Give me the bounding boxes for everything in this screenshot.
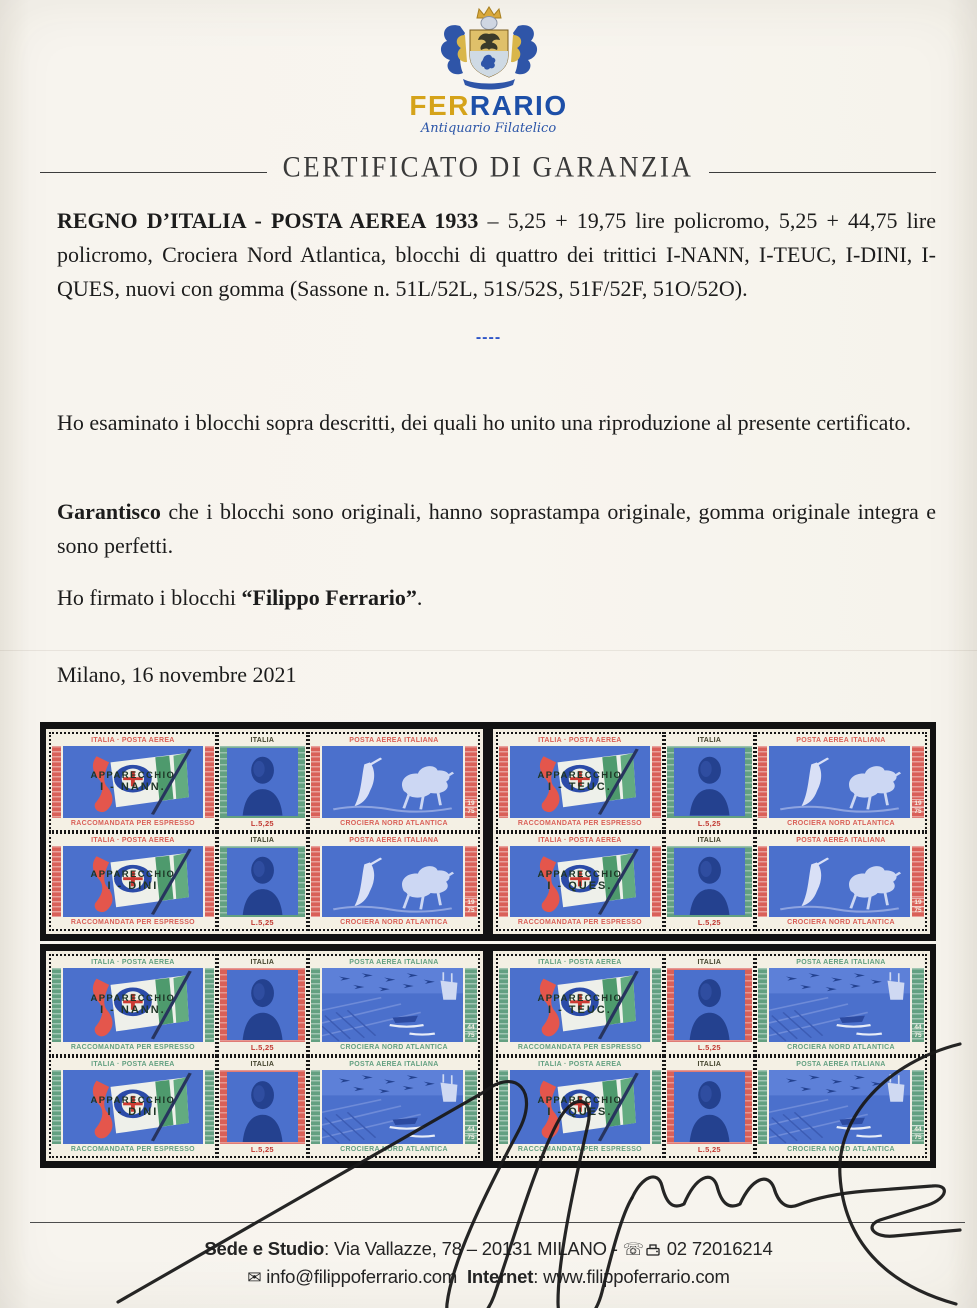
guarantee-word: Garantisco xyxy=(57,499,161,524)
stamp-body xyxy=(499,846,661,918)
stamp-value xyxy=(465,1023,477,1039)
stamp-top-inscription: POSTA AEREA ITALIANA xyxy=(349,959,439,966)
flag-vignette xyxy=(63,1070,203,1144)
flag-vignette xyxy=(63,846,203,918)
stamp-body xyxy=(52,846,214,918)
triptych-row xyxy=(496,1056,927,1158)
stamp-bottom-inscription: CROCIERA NORD ATLANTICA xyxy=(787,919,895,926)
stamp-value: L.5,25 xyxy=(250,1145,274,1154)
footer-address-text: : Via Vallazze, 78 – 20131 MILANO - xyxy=(324,1238,623,1259)
stamp-body xyxy=(499,1070,661,1144)
overprint-aircraft-code: I - TEUC. xyxy=(547,780,612,793)
heading-rule-left xyxy=(40,172,267,173)
flag-vignette xyxy=(510,1070,650,1144)
stamp-ornament-bar xyxy=(499,968,508,1042)
stamp-ornament-bar xyxy=(205,846,214,918)
stamp-value-bar xyxy=(912,968,924,1042)
stamp-ornament-bar xyxy=(311,1070,320,1144)
stamp-ornament-bar xyxy=(311,746,320,818)
stamp-ornament-bar xyxy=(652,1070,661,1144)
stamp-value xyxy=(465,799,477,815)
stamp-top-inscription: ITALIA xyxy=(697,836,722,844)
certificate-heading-row xyxy=(40,152,936,183)
footer-website: : www.filippoferrario.com xyxy=(533,1266,730,1287)
portrait-vignette xyxy=(227,970,298,1040)
stamp-top-inscription: ITALIA xyxy=(250,1061,275,1068)
airmail-vignette-stamp xyxy=(308,732,480,832)
stamp-top-inscription: ITALIA xyxy=(697,959,722,966)
examined-paragraph: Ho esaminato i blocchi sopra descritti, dei quali ho unito una riproduzione al presente certificato. xyxy=(57,410,912,435)
stamp-value-bar xyxy=(912,846,924,918)
value-denominator: 75 xyxy=(912,1133,924,1141)
overprint xyxy=(63,746,203,818)
value-numerator: 19 xyxy=(465,799,477,807)
stamp-top-inscription: ITALIA · POSTA AEREA xyxy=(538,737,622,744)
king-portrait-graphic xyxy=(674,1072,745,1142)
stamp-bottom-inscription: RACCOMANDATA PER ESPRESSO xyxy=(70,819,195,827)
overprint-aircraft-code: I - DINI xyxy=(107,1106,159,1118)
stamp-top-inscription: ITALIA · POSTA AEREA xyxy=(91,737,175,744)
stamp-ornament-bar xyxy=(652,968,661,1042)
stamp-bottom-inscription: RACCOMANDATA PER ESPRESSO xyxy=(517,819,642,827)
stamp-value xyxy=(912,898,924,914)
stamp-ornament-bar xyxy=(758,968,767,1042)
flag-stamp xyxy=(496,832,664,932)
king-portrait-graphic xyxy=(227,1072,298,1142)
stamp-top-inscription: POSTA AEREA ITALIANA xyxy=(796,1061,886,1068)
airmail-vignette-stamp xyxy=(755,954,927,1056)
stamp-body xyxy=(220,968,305,1042)
ferrario-crest-icon xyxy=(429,6,549,92)
portrait-vignette xyxy=(227,748,298,816)
envelope-icon: ✉ xyxy=(247,1268,262,1288)
stamp-body xyxy=(667,968,752,1042)
brand-name xyxy=(0,92,977,120)
scene-vignette xyxy=(322,1070,463,1144)
footer-phone-number: 02 72016214 xyxy=(661,1238,773,1259)
seaplanes-fleet-graphic xyxy=(769,1070,910,1144)
stamp-body xyxy=(499,746,661,818)
stamp-top-inscription: POSTA AEREA ITALIANA xyxy=(796,959,886,966)
king-portrait-graphic xyxy=(227,970,298,1040)
stamp-body xyxy=(311,968,477,1042)
overprint xyxy=(510,846,650,918)
stamp-body xyxy=(667,746,752,818)
scene-vignette xyxy=(769,846,910,918)
stamp-top-inscription: ITALIA xyxy=(697,1061,722,1068)
brand-tagline: Antiquario Filatelico xyxy=(420,121,557,136)
portrait-vignette xyxy=(674,970,745,1040)
signed-paragraph xyxy=(57,581,936,615)
stamp-ornament-bar xyxy=(758,1070,767,1144)
stamp-body xyxy=(758,746,924,818)
stamp-bottom-inscription: RACCOMANDATA PER ESPRESSO xyxy=(517,919,642,926)
stamp-body xyxy=(311,1070,477,1144)
overprint-word: APPARECCHIO xyxy=(90,993,176,1004)
overprint-word: APPARECCHIO xyxy=(90,769,176,781)
stamp-top-inscription: ITALIA xyxy=(250,959,275,966)
triptych-row xyxy=(496,732,927,832)
stamp-value-bar xyxy=(912,1070,924,1144)
airmail-vignette-stamp xyxy=(755,1056,927,1158)
overprint-word: APPARECCHIO xyxy=(90,869,176,881)
overprint-word: APPARECCHIO xyxy=(537,769,623,781)
stamp-value xyxy=(912,799,924,815)
scene-vignette xyxy=(322,746,463,818)
stamp-top-inscription: POSTA AEREA ITALIANA xyxy=(349,1061,439,1068)
stamp-top-inscription: ITALIA · POSTA AEREA xyxy=(538,836,622,844)
phone-icon: ☏ xyxy=(622,1240,644,1260)
stamp-top-inscription: ITALIA · POSTA AEREA xyxy=(538,959,622,966)
signed-text: Ho firmato i blocchi xyxy=(57,585,242,610)
stamp-top-inscription: POSTA AEREA ITALIANA xyxy=(796,836,886,844)
description-title: REGNO D’ITALIA - POSTA AEREA 1933 xyxy=(57,208,479,233)
triptych-row xyxy=(49,954,480,1056)
overprint xyxy=(63,1070,203,1144)
stamp-value: L.5,25 xyxy=(697,1145,721,1154)
fax-icon xyxy=(646,1244,660,1256)
overprint xyxy=(63,968,203,1042)
stamp-bottom-inscription: RACCOMANDATA PER ESPRESSO xyxy=(70,1146,195,1153)
overprint-aircraft-code: I - QUES. xyxy=(547,880,613,893)
stamp-top-inscription: POSTA AEREA ITALIANA xyxy=(349,737,439,744)
stamp-body xyxy=(499,968,661,1042)
airmail-vignette-stamp xyxy=(308,832,480,932)
stamp-body xyxy=(52,968,214,1042)
triptych-row xyxy=(49,732,480,832)
king-portrait-graphic xyxy=(674,748,745,816)
stamp-bottom-inscription: RACCOMANDATA PER ESPRESSO xyxy=(517,1146,642,1153)
footer-separator xyxy=(30,1222,965,1223)
certificate-title: CERTIFICATO DI GARANZIA xyxy=(282,150,694,184)
stamp-body xyxy=(220,846,305,918)
king-portrait-graphic xyxy=(227,748,298,816)
footer-address-label: Sede e Studio xyxy=(204,1238,325,1259)
description-paragraph xyxy=(57,204,936,306)
flag-vignette xyxy=(63,746,203,818)
stamp-bottom-inscription: CROCIERA NORD ATLANTICA xyxy=(340,1044,448,1051)
overprint-aircraft-code: I - NANN. xyxy=(100,1004,166,1016)
value-denominator: 75 xyxy=(465,1031,477,1039)
brand-prefix: FER xyxy=(409,90,470,121)
signed-period: . xyxy=(416,585,423,610)
scene-vignette xyxy=(769,1070,910,1144)
king-portrait-stamp xyxy=(664,832,755,932)
stamp-ornament-bar xyxy=(205,968,214,1042)
paper-crease xyxy=(0,650,977,651)
portrait-vignette xyxy=(674,848,745,916)
stamp-body xyxy=(758,846,924,918)
scene-vignette xyxy=(769,968,910,1042)
flag-stamp xyxy=(496,1056,664,1158)
footer-email: info@filippoferrario.com xyxy=(261,1266,458,1287)
heading-rule-right xyxy=(709,172,936,173)
stamp-block xyxy=(493,951,930,1161)
value-numerator: 19 xyxy=(912,898,924,906)
stamp-value: L.5,25 xyxy=(697,818,721,828)
stamp-body xyxy=(758,1070,924,1144)
airmail-vignette-stamp xyxy=(308,1056,480,1158)
stamp-top-inscription: ITALIA · POSTA AEREA xyxy=(91,836,175,844)
stamp-value-bar xyxy=(912,746,924,818)
scene-vignette xyxy=(322,846,463,918)
flag-vignette xyxy=(510,968,650,1042)
king-portrait-stamp xyxy=(664,954,755,1056)
stamp-top-inscription: POSTA AEREA ITALIANA xyxy=(349,836,439,844)
stamp-value-bar xyxy=(465,968,477,1042)
blue-dash-divider: ---- xyxy=(475,329,502,346)
seaplanes-fleet-graphic xyxy=(322,1070,463,1144)
king-portrait-stamp xyxy=(664,1056,755,1158)
overprint xyxy=(63,846,203,918)
stamp-top-inscription: ITALIA xyxy=(697,737,722,744)
value-numerator: 44 xyxy=(912,1125,924,1133)
king-portrait-stamp xyxy=(217,832,308,932)
stamp-value xyxy=(912,1125,924,1141)
seaplanes-fleet-graphic xyxy=(322,968,463,1042)
stamp-value-bar xyxy=(465,1070,477,1144)
overprint xyxy=(510,1070,650,1144)
airmail-vignette-stamp xyxy=(755,832,927,932)
overprint-aircraft-code: I - QUES. xyxy=(547,1106,613,1118)
stamp-body xyxy=(52,746,214,818)
value-numerator: 19 xyxy=(912,799,924,807)
stamp-block xyxy=(46,951,483,1161)
stamp-top-inscription: ITALIA · POSTA AEREA xyxy=(91,959,175,966)
stamp-ornament-bar xyxy=(499,746,508,818)
stamp-ornament-bar xyxy=(758,846,767,918)
stamp-bottom-inscription: CROCIERA NORD ATLANTICA xyxy=(340,919,448,926)
airmail-vignette-stamp xyxy=(755,732,927,832)
stamp-body xyxy=(667,1070,752,1144)
stamp-ornament-bar xyxy=(499,1070,508,1144)
stamp-body xyxy=(220,746,305,818)
value-denominator: 75 xyxy=(465,1133,477,1141)
king-portrait-stamp xyxy=(664,732,755,832)
triptych-row xyxy=(49,1056,480,1158)
footer-internet-label: Internet xyxy=(466,1266,534,1287)
stamp-ornament-bar xyxy=(52,968,61,1042)
stamp-value: L.5,25 xyxy=(250,818,274,828)
flag-stamp xyxy=(496,732,664,832)
scene-vignette xyxy=(322,968,463,1042)
stamp-value xyxy=(465,1125,477,1141)
flag-vignette xyxy=(510,846,650,918)
overprint-aircraft-code: I - DINI xyxy=(107,880,159,893)
footer-address-line xyxy=(0,1238,977,1260)
stamp-value: L.5,25 xyxy=(697,918,721,927)
expert-name: “Filippo Ferrario” xyxy=(241,585,417,610)
stamp-bottom-inscription: RACCOMANDATA PER ESPRESSO xyxy=(70,919,195,926)
overprint-aircraft-code: I - TEUC. xyxy=(547,1004,612,1016)
flag-vignette xyxy=(63,968,203,1042)
brand-suffix: RARIO xyxy=(469,90,568,121)
value-numerator: 19 xyxy=(465,898,477,906)
overprint-word: APPARECCHIO xyxy=(90,1095,176,1106)
stamp-ornament-bar xyxy=(52,746,61,818)
portrait-vignette xyxy=(674,748,745,816)
stamp-value: L.5,25 xyxy=(250,918,274,927)
description-text: – 5,25 + 19,75 lire policromo, 5,25 + 44,75 lire policromo, Crociera Nord Atlantica, blocchi di quattro dei trittici I-NANN, I-TEUC, I-DINI, I-QUES, nuovi con gomma (Sassone n. 51L/52L, 51S/52S, 51F/52F, 51O/52O). xyxy=(57,208,936,301)
stamp-ornament-bar xyxy=(652,846,661,918)
value-numerator: 44 xyxy=(465,1125,477,1133)
guarantee-paragraph xyxy=(57,495,936,563)
stamp-body xyxy=(220,1070,305,1144)
portrait-vignette xyxy=(227,1072,298,1142)
place-date-line: Milano, 16 novembre 2021 xyxy=(57,662,297,687)
pegasus-chariot-graphic xyxy=(769,846,910,918)
stamp-top-inscription: ITALIA · POSTA AEREA xyxy=(91,1061,175,1068)
stamp-top-inscription: ITALIA · POSTA AEREA xyxy=(538,1061,622,1068)
stamp-body xyxy=(311,846,477,918)
guarantee-text: che i blocchi sono originali, hanno soprastampa originale, gomma originale integra e sono perfetti. xyxy=(57,499,936,558)
stamp-body xyxy=(758,968,924,1042)
flag-vignette xyxy=(510,746,650,818)
stamp-ornament-bar xyxy=(311,846,320,918)
stamp-block xyxy=(46,729,483,934)
value-denominator: 75 xyxy=(912,906,924,914)
flag-stamp xyxy=(496,954,664,1056)
stamp-bottom-inscription: CROCIERA NORD ATLANTICA xyxy=(340,1146,448,1153)
stamp-value xyxy=(465,898,477,914)
stamp-body xyxy=(667,846,752,918)
value-denominator: 75 xyxy=(465,807,477,815)
airmail-vignette-stamp xyxy=(308,954,480,1056)
stamp-ornament-bar xyxy=(499,846,508,918)
triptych-row xyxy=(496,954,927,1056)
stamp-top-inscription: ITALIA xyxy=(250,836,275,844)
stamp-ornament-bar xyxy=(758,746,767,818)
stamp-photo-bottom xyxy=(40,944,936,1168)
value-denominator: 75 xyxy=(912,1031,924,1039)
overprint xyxy=(510,968,650,1042)
overprint-word: APPARECCHIO xyxy=(537,869,623,881)
flag-stamp xyxy=(49,1056,217,1158)
pegasus-chariot-graphic xyxy=(769,746,910,818)
flag-stamp xyxy=(49,954,217,1056)
pegasus-chariot-graphic xyxy=(322,846,463,918)
stamp-ornament-bar xyxy=(205,746,214,818)
stamp-bottom-inscription: CROCIERA NORD ATLANTICA xyxy=(787,1146,895,1153)
stamp-body xyxy=(52,1070,214,1144)
stamp-top-inscription: POSTA AEREA ITALIANA xyxy=(796,737,886,744)
king-portrait-graphic xyxy=(674,970,745,1040)
stamp-ornament-bar xyxy=(205,1070,214,1144)
seaplanes-fleet-graphic xyxy=(769,968,910,1042)
portrait-vignette xyxy=(227,848,298,916)
triptych-row xyxy=(49,832,480,932)
flag-stamp xyxy=(49,832,217,932)
footer-contact-line xyxy=(0,1266,977,1288)
stamp-top-inscription: ITALIA xyxy=(250,737,275,744)
stamp-bottom-inscription: RACCOMANDATA PER ESPRESSO xyxy=(517,1044,642,1051)
scene-vignette xyxy=(769,746,910,818)
value-numerator: 44 xyxy=(465,1023,477,1031)
stamp-block xyxy=(493,729,930,934)
stamp-bottom-inscription: CROCIERA NORD ATLANTICA xyxy=(340,819,448,827)
pegasus-chariot-graphic xyxy=(322,746,463,818)
stamp-value xyxy=(912,1023,924,1039)
stamp-bottom-inscription: CROCIERA NORD ATLANTICA xyxy=(787,819,895,827)
overprint-aircraft-code: I - NANN. xyxy=(100,780,166,793)
overprint-word: APPARECCHIO xyxy=(537,993,623,1004)
stamp-body xyxy=(311,746,477,818)
portrait-vignette xyxy=(674,1072,745,1142)
value-numerator: 44 xyxy=(912,1023,924,1031)
king-portrait-graphic xyxy=(227,848,298,916)
king-portrait-graphic xyxy=(674,848,745,916)
king-portrait-stamp xyxy=(217,732,308,832)
king-portrait-stamp xyxy=(217,954,308,1056)
stamp-ornament-bar xyxy=(652,746,661,818)
king-portrait-stamp xyxy=(217,1056,308,1158)
letterhead xyxy=(0,6,977,136)
stamp-photo-top xyxy=(40,722,936,941)
stamp-ornament-bar xyxy=(52,846,61,918)
stamp-ornament-bar xyxy=(52,1070,61,1144)
stamp-ornament-bar xyxy=(311,968,320,1042)
value-denominator: 75 xyxy=(912,807,924,815)
triptych-row xyxy=(496,832,927,932)
stamp-value-bar xyxy=(465,846,477,918)
value-denominator: 75 xyxy=(465,906,477,914)
stamp-bottom-inscription: RACCOMANDATA PER ESPRESSO xyxy=(70,1044,195,1051)
stamp-value-bar xyxy=(465,746,477,818)
overprint-word: APPARECCHIO xyxy=(537,1095,623,1106)
flag-stamp xyxy=(49,732,217,832)
stamp-value: L.5,25 xyxy=(250,1043,274,1052)
stamp-value: L.5,25 xyxy=(697,1043,721,1052)
overprint xyxy=(510,746,650,818)
stamp-bottom-inscription: CROCIERA NORD ATLANTICA xyxy=(787,1044,895,1051)
